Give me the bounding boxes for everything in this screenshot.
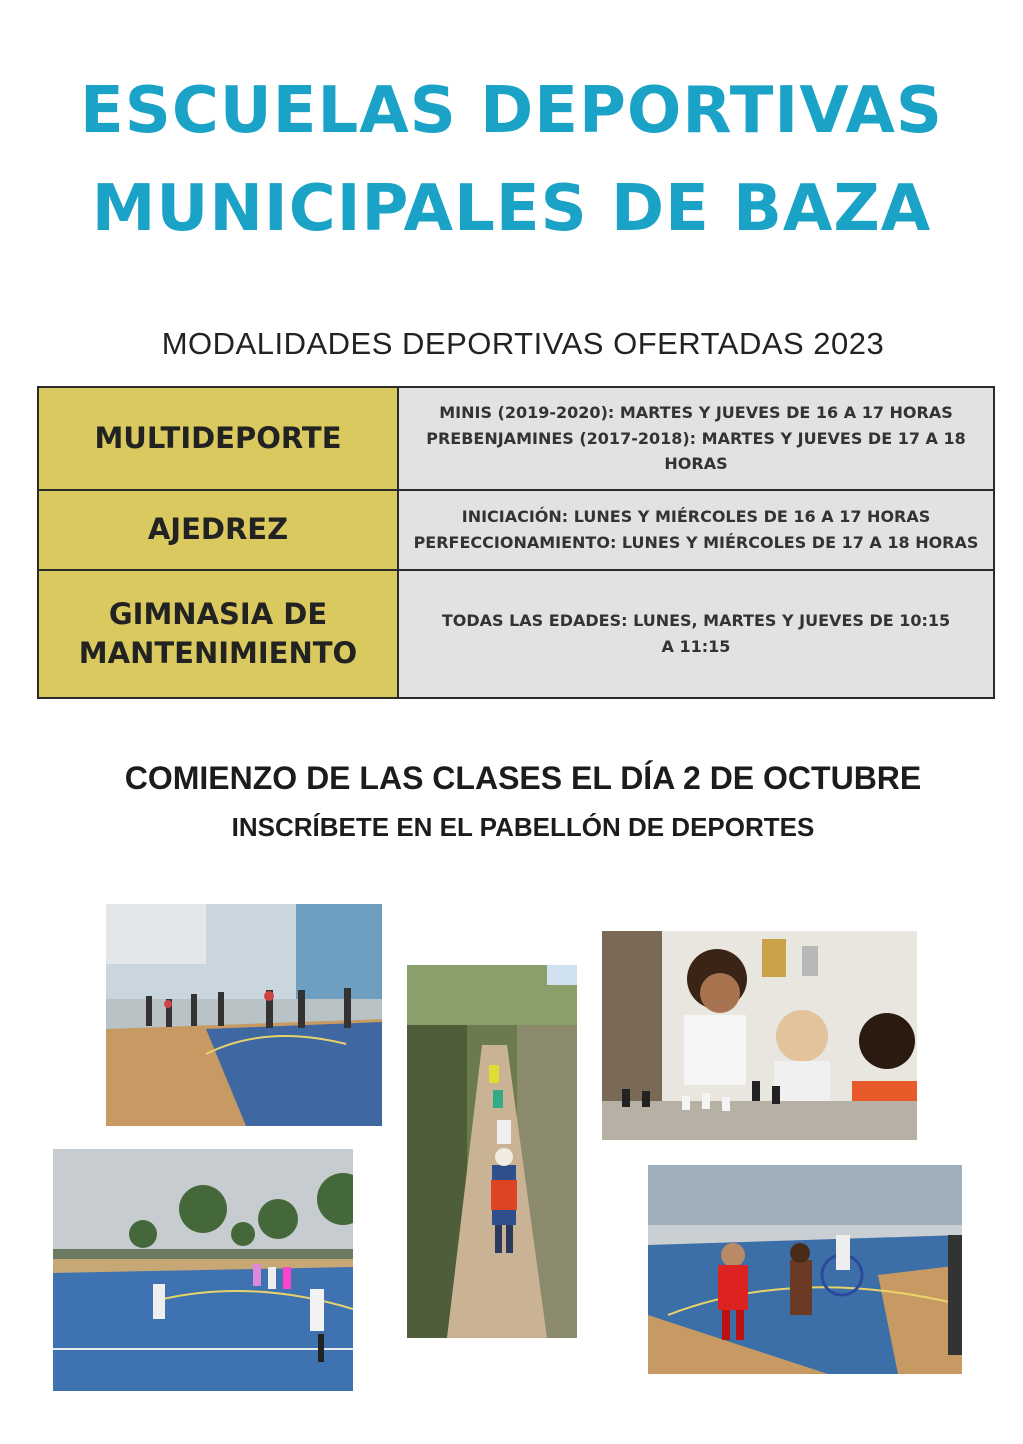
photo-outdoor-court (53, 1149, 353, 1391)
schedule-row (38, 570, 994, 698)
signup-notice: INSCRÍBETE EN EL PABELLÓN DE DEPORTES (231, 812, 815, 842)
photo-gym-class (106, 904, 382, 1126)
photo-kids-indoor (648, 1165, 962, 1374)
page-subtitle: MODALIDADES DEPORTIVAS OFERTADAS 2023 (161, 326, 885, 361)
title-line-1: ESCUELAS DEPORTIVAS (80, 74, 943, 148)
time-line: TODAS LAS EDADES: LUNES, MARTES Y JUEVES DE 10:15 A 11:15 (441, 611, 951, 656)
title-line-2: MUNICIPALES DE BAZA (91, 172, 932, 246)
schedule-row (38, 387, 994, 490)
time-line: INICIACIÓN: LUNES Y MIÉRCOLES DE 16 A 17 HORAS (461, 507, 931, 527)
sport-name: MULTIDEPORTE (38, 387, 398, 490)
sport-times (398, 387, 994, 490)
sport-times (398, 490, 994, 570)
time-line: PREBENJAMINES (2017-2018): MARTES Y JUEVES DE 17 A 18 HORAS (426, 428, 966, 474)
photo-chess-class (602, 931, 917, 1140)
photo-hiking-trail (407, 965, 577, 1338)
time-line: PERFECCIONAMIENTO: LUNES Y MIÉRCOLES DE 17 A 18 HORAS (413, 533, 979, 552)
schedule-table (37, 386, 995, 699)
sport-times (398, 570, 994, 698)
time-line: MINIS (2019-2020): MARTES Y JUEVES DE 16 A 17 HORAS (439, 403, 953, 423)
sport-name: AJEDREZ (38, 490, 398, 570)
sport-name-text: GIMNASIA DE MANTENIMIENTO (78, 596, 358, 670)
start-date-notice: COMIENZO DE LAS CLASES EL DÍA 2 DE OCTUBRE (124, 760, 922, 796)
schedule-row (38, 490, 994, 570)
sport-name (38, 570, 398, 698)
